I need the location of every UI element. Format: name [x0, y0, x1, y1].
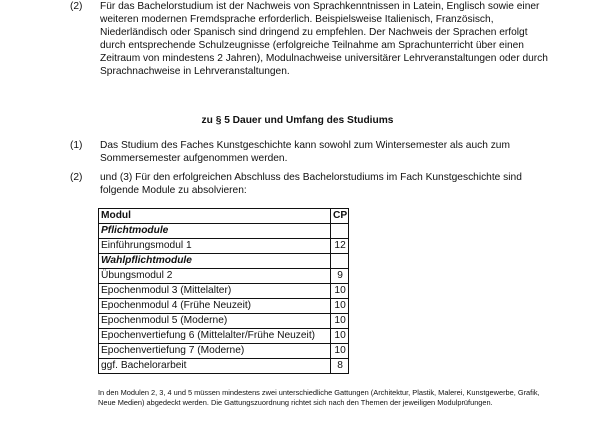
table-row [99, 284, 349, 299]
module-cp [331, 254, 349, 269]
paragraph-text: und (3) Für den erfolgreichen Abschluss des Bachelorstudiums im Fach Kunstgeschichte sind folgende Module zu absolvieren: [100, 172, 522, 196]
module-name: Epochenmodul 5 (Moderne) [99, 314, 331, 329]
table-row [99, 344, 349, 359]
table-row [99, 359, 349, 374]
table-group-row [99, 224, 349, 239]
module-cp: 10 [331, 314, 349, 329]
table-row [99, 269, 349, 284]
paragraph-number: (2) [70, 172, 83, 183]
module-name: Einführungsmodul 1 [99, 239, 331, 254]
module-group-label: Pflichtmodule [99, 224, 331, 239]
table-body [99, 224, 349, 374]
column-header-cp: CP [331, 209, 349, 224]
module-group-label: Wahlpflichtmodule [99, 254, 331, 269]
paragraph-study-start [70, 139, 550, 165]
module-cp: 9 [331, 269, 349, 284]
modules-table [98, 208, 349, 374]
paragraph-modules-intro [70, 171, 550, 197]
module-cp: 10 [331, 284, 349, 299]
module-cp [331, 224, 349, 239]
module-cp: 10 [331, 344, 349, 359]
paragraph-text: Das Studium des Faches Kunstgeschichte kann sowohl zum Wintersemester als auch zum Sommersemester aufgenommen werden. [100, 140, 510, 164]
table-row [99, 314, 349, 329]
table-row [99, 239, 349, 254]
module-cp: 12 [331, 239, 349, 254]
module-name: Übungsmodul 2 [99, 269, 331, 284]
paragraph-text: Für das Bachelorstudium ist der Nachweis von Sprachkenntnissen in Latein, Englisch sowie einer weiteren modernen Fremdsprache erforderlich. Beispielsweise Italienisch, Französisch, Niederländisch oder Spanisch sind dringend zu empfehlen. Der Nachweis der Sprachen erfolgt durch entsprechende Schulzeugnisse (erfolgreiche Teilnahme am Sprachunterricht über einen Zeitraum von mindestens 2 Jahren), Modulnachweise universitärer Lehrveranstaltungen oder durch Sprachnachweise in Lehrveranstaltungen. [100, 1, 548, 77]
module-cp: 8 [331, 359, 349, 374]
module-cp: 10 [331, 329, 349, 344]
table-header-row [99, 209, 349, 224]
table-row [99, 299, 349, 314]
footnote: In den Modulen 2, 3, 4 und 5 müssen mindestens zwei unterschiedliche Gattungen (Architektur, Plastik, Malerei, Kunstgewerbe, Grafik, Neue Medien) abgedeckt werden. Die Gattungszuordnung richtet sich nach den Themen der jeweiligen Modulprüfungen. [98, 388, 540, 407]
paragraph-number: (1) [70, 140, 83, 151]
module-name: Epochenvertiefung 7 (Moderne) [99, 344, 331, 359]
column-header-module: Modul [99, 209, 331, 224]
table-group-row [99, 254, 349, 269]
module-cp: 10 [331, 299, 349, 314]
section-heading: zu § 5 Dauer und Umfang des Studiums [201, 115, 394, 126]
paragraph-language-requirements [70, 0, 550, 78]
module-name: Epochenvertiefung 6 (Mittelalter/Frühe Neuzeit) [99, 329, 331, 344]
module-name: Epochenmodul 4 (Frühe Neuzeit) [99, 299, 331, 314]
table-row [99, 329, 349, 344]
paragraph-number: (2) [70, 1, 83, 12]
module-name: Epochenmodul 3 (Mittelalter) [99, 284, 331, 299]
module-name: ggf. Bachelorarbeit [99, 359, 331, 374]
